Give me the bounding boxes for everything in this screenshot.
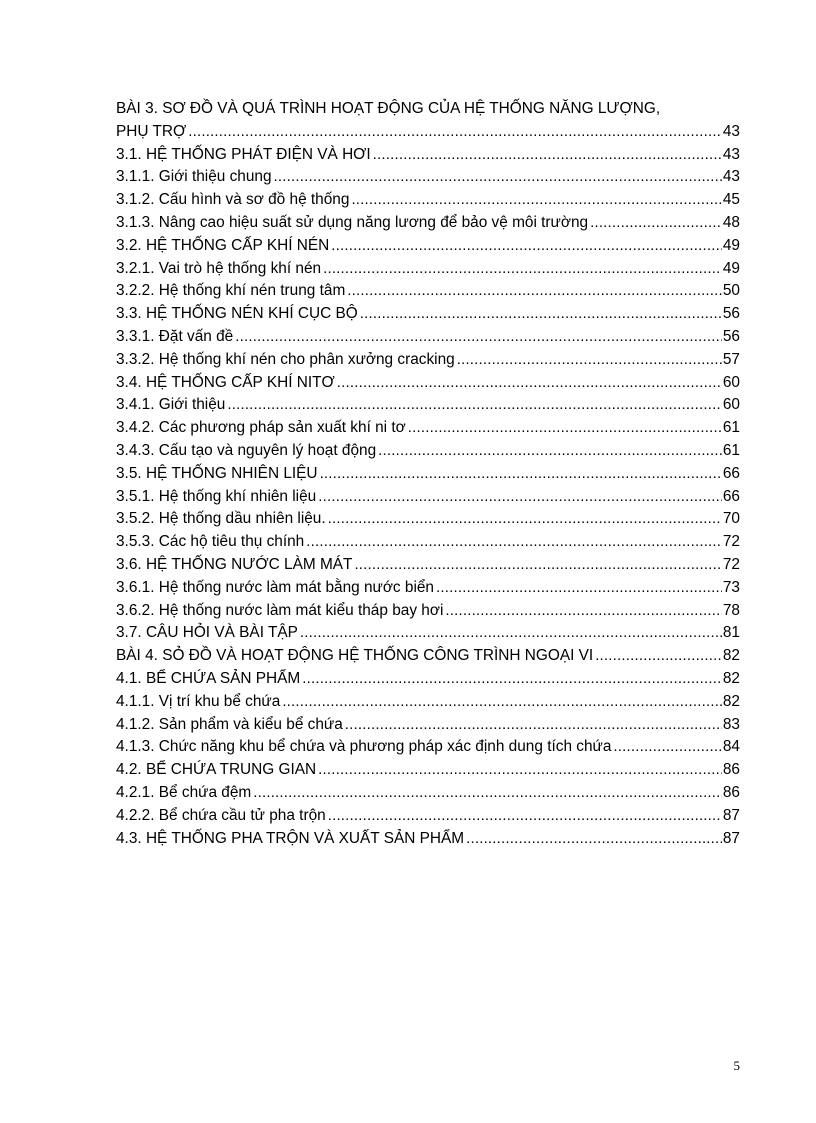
toc-dot-leader [360,303,722,326]
toc-dot-leader [328,805,722,828]
toc-entry [116,736,740,759]
toc-entry [116,622,740,645]
toc-entry [116,440,740,463]
toc-entry-title: 3.5.3. Các hộ tiêu thụ chính [116,533,305,551]
toc-entry-page: 87 [722,806,740,824]
toc-entry [116,508,740,531]
toc-dot-leader [274,166,722,189]
toc-entry [116,121,740,144]
toc-entry-page: 61 [722,419,740,437]
toc-dot-leader [351,189,721,212]
toc-entry [116,486,740,509]
toc-dot-leader [306,531,722,554]
toc-dot-leader [318,759,722,782]
toc-entry [116,417,740,440]
toc-entry-title: 3.1.3. Nâng cao hiệu suất sử dụng năng lương để bảo vệ môi trường [116,213,589,231]
toc-entry-title: 3.4. HỆ THỐNG CẤP KHÍ NITƠ [116,373,335,391]
toc-dot-leader [590,212,722,235]
toc-entry-page: 43 [722,168,740,186]
toc-entry-page: 66 [722,464,740,482]
toc-dot-leader [466,828,722,851]
toc-dot-leader [408,417,722,440]
toc-entry-title: 4.1.3. Chức năng khu bể chứa và phương pháp xác định dung tích chứa [116,738,612,756]
toc-entry-page: 72 [722,533,740,551]
toc-entry-page: 56 [722,327,740,345]
toc-entry [116,782,740,805]
toc-entry-page: 73 [722,578,740,596]
toc-entry [116,394,740,417]
toc-entry-title: 3.6.2. Hệ thống nước làm mát kiểu tháp bay hơi [116,601,444,619]
toc-entry-title: 3.3. HỆ THỐNG NÉN KHÍ CỤC BỘ [116,305,358,323]
toc-entry [116,326,740,349]
toc-dot-leader [318,486,722,509]
toc-entry-page: 49 [722,236,740,254]
toc-entry-title: 4.1.2. Sản phẩm và kiểu bể chứa [116,715,343,733]
toc-entry [116,668,740,691]
toc-entry-title: 3.5.2. Hệ thống dầu nhiên liệu. [116,510,326,528]
toc-entry-title: 4.2. BỂ CHỨA TRUNG GIAN [116,761,317,779]
toc-dot-leader [347,280,722,303]
toc-entry-title: 3.3.2. Hệ thống khí nén cho phân xưởng cracking [116,350,455,368]
toc-entry-page: 60 [722,373,740,391]
toc-entry [116,349,740,372]
toc-entry-title: 3.1. HỆ THỐNG PHÁT ĐIỆN VÀ HƠI [116,145,371,163]
toc-entry-title: BÀI 4. SỎ ĐỒ VÀ HOẠT ĐỘNG HỆ THỐNG CÔNG TRÌNH NGOẠI VI [116,647,594,665]
toc-entry [116,691,740,714]
toc-entry-page: 70 [722,510,740,528]
toc-entry [116,645,740,668]
toc-heading-text: BÀI 3. SƠ ĐỒ VÀ QUÁ TRÌNH HOẠT ĐỘNG CỦA HỆ THỐNG NĂNG LƯỢNG, [116,100,661,117]
toc-entry-page: 48 [722,213,740,231]
toc-entry-title: 4.2.2. Bể chứa cầu tử pha trộn [116,806,326,824]
toc-entry [116,463,740,486]
toc-entry-page: 43 [722,145,740,163]
toc-dot-leader [188,121,722,144]
toc-entry-page: 50 [722,282,740,300]
toc-entry-title: 4.1. BỂ CHỨA SẢN PHẨM [116,669,301,687]
toc-dot-leader [328,508,722,531]
toc-entry-page: 82 [722,647,740,665]
toc-entry-title: 4.1.1. Vị trí khu bể chứa [116,692,281,710]
toc-dot-leader [331,235,722,258]
toc-entry [116,759,740,782]
toc-entry [116,372,740,395]
toc-dot-leader [323,258,722,281]
toc-entry-page: 49 [722,259,740,277]
toc-entry-page: 45 [722,191,740,209]
toc-dot-leader [373,144,722,167]
toc-dot-leader [253,782,722,805]
toc-entry-title: 3.4.1. Giới thiệu [116,396,226,414]
toc-entry-title: 3.6. HỆ THỐNG NƯỚC LÀM MÁT [116,555,353,573]
toc-entry-page: 82 [722,692,740,710]
toc-entry-page: 66 [722,487,740,505]
toc-entry [116,280,740,303]
toc-dot-leader [457,349,722,372]
toc-entry [116,805,740,828]
toc-entry-page: 82 [722,669,740,687]
toc-entry-title: 3.4.2. Các phương pháp sản xuất khí ni tơ [116,419,406,437]
toc-entries [116,121,740,851]
toc-entry-title: 3.6.1. Hệ thống nước làm mát bằng nước biển [116,578,434,596]
toc-entry-page: 87 [722,829,740,847]
toc-entry-page: 84 [722,738,740,756]
toc-entry [116,531,740,554]
toc-entry [116,600,740,623]
toc-entry-title: 3.5. HỆ THỐNG NHIÊN LIỆU [116,464,318,482]
toc-dot-leader [302,668,722,691]
toc-entry-page: 43 [722,122,740,140]
toc-entry [116,303,740,326]
toc-entry-title: 3.7. CÂU HỎI VÀ BÀI TẬP [116,624,298,642]
toc-entry [116,828,740,851]
toc-entry-title: 3.2.1. Vai trò hệ thống khí nén [116,259,322,277]
toc-entry-title: PHỤ TRỢ [116,122,187,140]
table-of-contents [116,98,740,850]
toc-dot-leader [445,600,722,623]
toc-entry-page: 56 [722,305,740,323]
toc-entry-title: 3.4.3. Cấu tạo và nguyên lý hoạt động [116,441,377,459]
toc-entry-title: 3.2.2. Hệ thống khí nén trung tâm [116,282,346,300]
toc-entry-title: 3.1.1. Giới thiệu chung [116,168,272,186]
toc-entry-title: 3.5.1. Hệ thống khí nhiên liệu [116,487,317,505]
toc-entry-title: 3.3.1. Đặt vấn đề [116,327,234,345]
toc-entry-page: 78 [722,601,740,619]
toc-entry-title: 4.3. HỆ THỐNG PHA TRỘN VÀ XUẤT SẢN PHẨM [116,829,465,847]
page-number: 5 [733,1058,740,1073]
toc-entry-page: 86 [722,783,740,801]
toc-entry-title: 3.2. HỆ THỐNG CẤP KHÍ NÉN [116,236,330,254]
toc-dot-leader [337,372,722,395]
toc-entry-page: 72 [722,555,740,573]
toc-entry-title: 4.2.1. Bể chứa đệm [116,783,252,801]
toc-entry [116,166,740,189]
toc-entry-page: 86 [722,761,740,779]
toc-dot-leader [378,440,722,463]
toc-dot-leader [235,326,722,349]
toc-entry [116,554,740,577]
toc-dot-leader [282,691,722,714]
toc-heading-line [116,98,740,121]
toc-dot-leader [354,554,721,577]
toc-entry [116,714,740,737]
toc-entry [116,144,740,167]
toc-entry-page: 83 [722,715,740,733]
toc-entry-page: 60 [722,396,740,414]
toc-dot-leader [436,577,722,600]
toc-dot-leader [345,714,722,737]
toc-entry-title: 3.1.2. Cấu hình và sơ đồ hệ thống [116,191,350,209]
toc-entry [116,212,740,235]
toc-entry [116,189,740,212]
toc-entry-page: 81 [722,624,740,642]
toc-entry-page: 57 [722,350,740,368]
toc-entry [116,235,740,258]
toc-entry [116,577,740,600]
toc-entry-page: 61 [722,441,740,459]
toc-dot-leader [595,645,722,668]
toc-dot-leader [613,736,721,759]
toc-entry [116,258,740,281]
toc-dot-leader [320,463,722,486]
toc-dot-leader [300,622,722,645]
toc-dot-leader [227,394,722,417]
